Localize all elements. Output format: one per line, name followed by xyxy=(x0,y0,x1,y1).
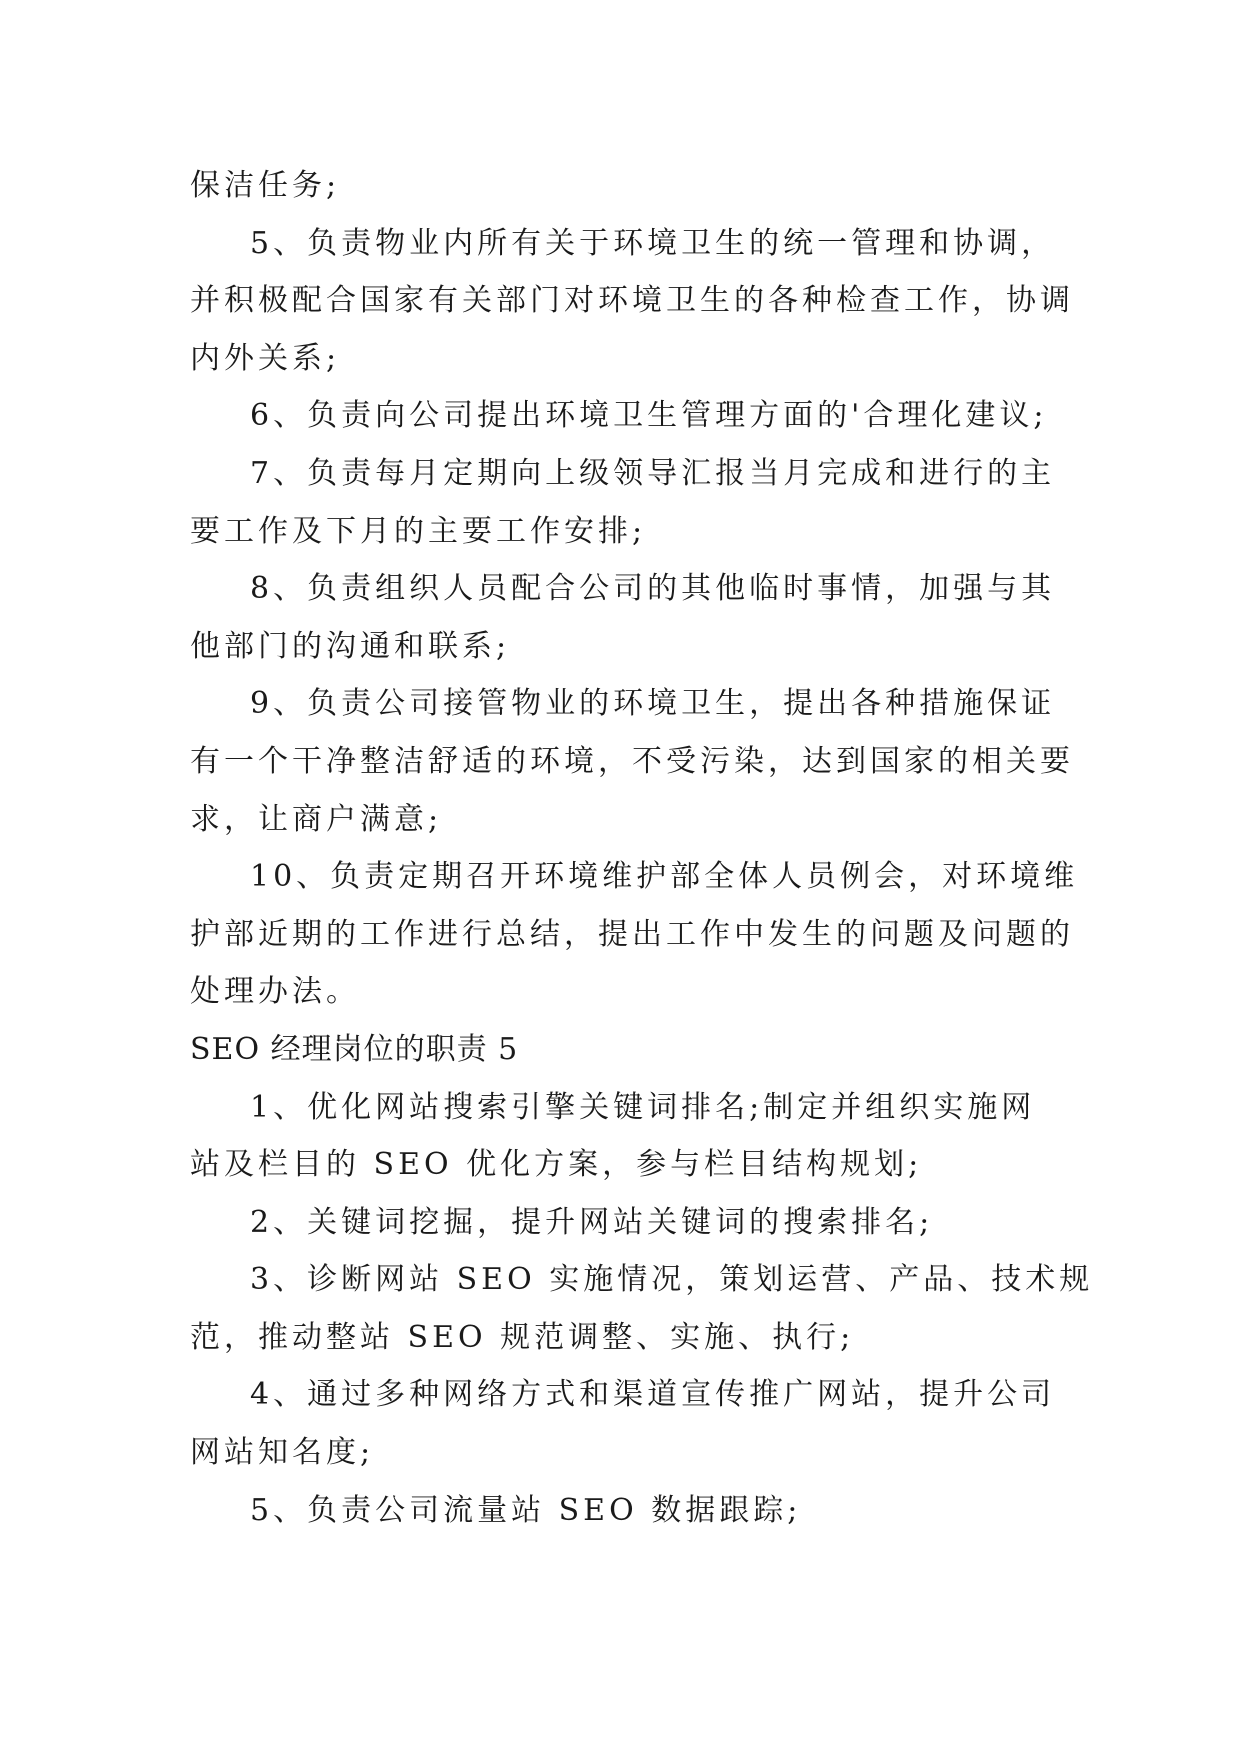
text-line: 他部门的沟通和联系; xyxy=(190,628,511,664)
text-line: 并积极配合国家有关部门对环境卫生的各种检查工作，协调 xyxy=(190,283,1074,319)
text-line: 4、通过多种网络方式和渠道宣传推广网站，提升公司 xyxy=(250,1377,1056,1413)
text-line: 8、负责组织人员配合公司的其他临时事情，加强与其 xyxy=(250,571,1056,607)
text-line: 5、负责公司流量站 SEO 数据跟踪; xyxy=(250,1492,802,1528)
text-line: 内外关系; xyxy=(190,340,341,376)
text-line: 有一个干净整洁舒适的环境，不受污染，达到国家的相关要 xyxy=(190,743,1074,779)
text-line: 6、负责向公司提出环境卫生管理方面的'合理化建议; xyxy=(250,398,1048,434)
text-line: 要工作及下月的主要工作安排; xyxy=(190,513,647,549)
text-line: 保洁任务; xyxy=(190,168,341,203)
text-line: 站及栏目的 SEO 优化方案，参与栏目结构规划; xyxy=(190,1147,923,1183)
text-line: 10、负责定期召开环境维护部全体人员例会，对环境维 xyxy=(250,859,1079,895)
section-heading: SEO 经理岗位的职责 5 xyxy=(190,1031,519,1067)
text-line: 3、诊断网站 SEO 实施情况，策划运营、产品、技术规 xyxy=(250,1262,1094,1298)
text-line: 处理办法。 xyxy=(190,974,360,1010)
text-line: 7、负责每月定期向上级领导汇报当月完成和进行的主 xyxy=(250,455,1056,491)
text-line: 范，推动整站 SEO 规范调整、实施、执行; xyxy=(190,1319,855,1355)
text-line: 9、负责公司接管物业的环境卫生，提出各种措施保证 xyxy=(250,686,1056,722)
text-line: 网站知名度; xyxy=(190,1435,375,1471)
text-line: 5、负责物业内所有关于环境卫生的统一管理和协调， xyxy=(250,225,1056,261)
text-line: 2、关键词挖掘，提升网站关键词的搜索排名; xyxy=(250,1204,934,1240)
document-body xyxy=(190,157,1094,1539)
text-line: 1、优化网站搜索引擎关键词排名;制定并组织实施网 xyxy=(250,1089,1036,1125)
text-line: 求，让商户满意; xyxy=(190,801,443,837)
text-line: 护部近期的工作进行总结，提出工作中发生的问题及问题的 xyxy=(190,916,1074,952)
